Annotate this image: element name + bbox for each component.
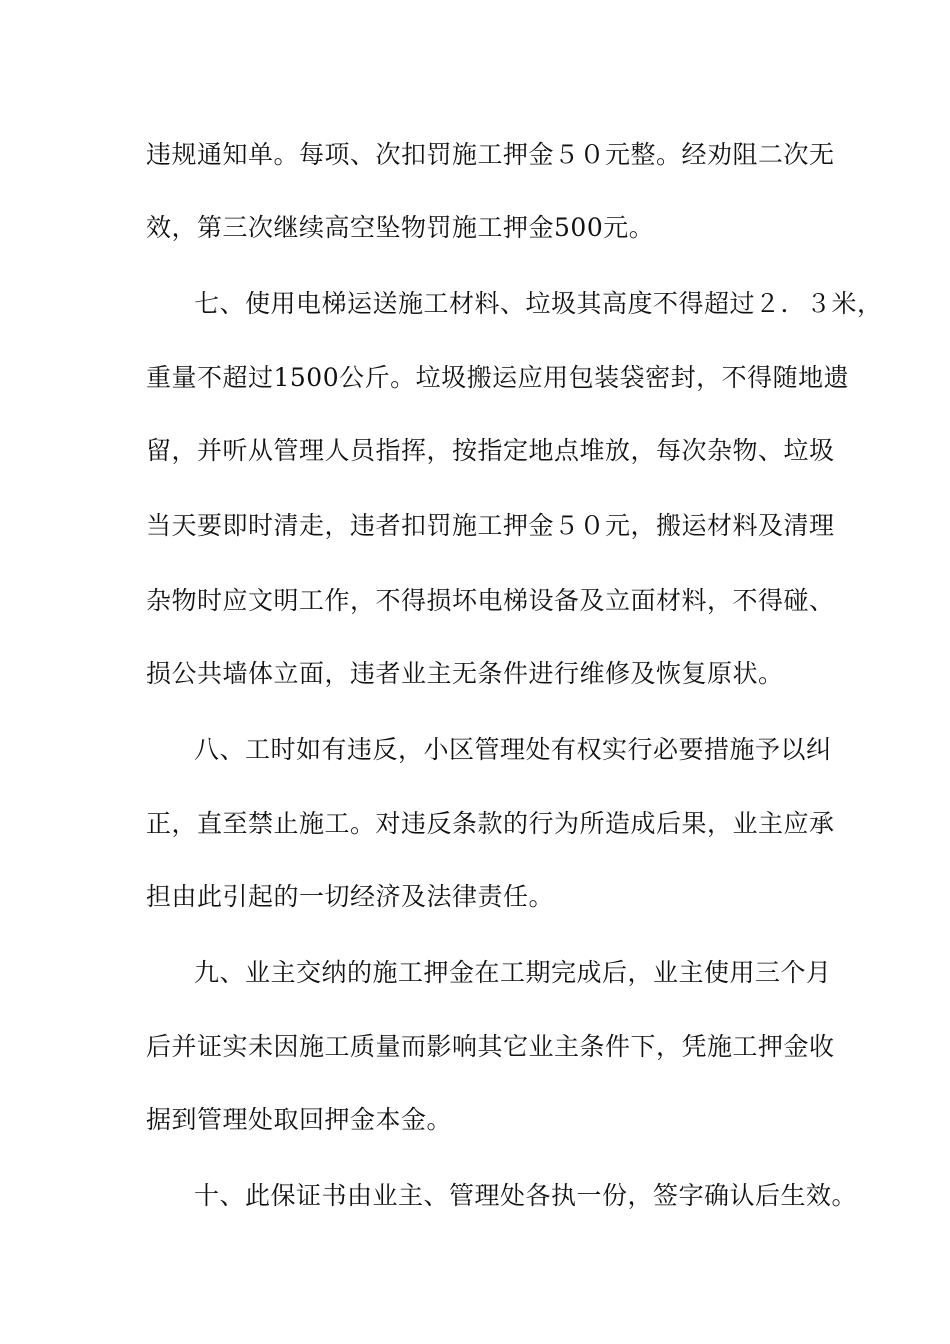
text-line: 重量不超过1500公斤。垃圾搬运应用包装袋密封，不得随地遗: [146, 363, 850, 392]
text-line: 据到管理处取回押金本金。: [146, 1105, 453, 1134]
text-line: 留，并听从管理人员指挥，按指定地点堆放，每次杂物、垃圾: [146, 436, 835, 465]
text-line: 损公共墙体立面，违者业主无条件进行维修及恢复原状。: [146, 659, 784, 688]
text-line: 效，第三次继续高空坠物罚施工押金500元。: [146, 213, 655, 242]
clause-8-start: 八、工时如有违反，小区管理处有权实行必要措施予以纠: [194, 735, 832, 764]
text-line: 担由此引起的一切经济及法律责任。: [146, 882, 555, 911]
text-line: 正，直至禁止施工。对违反条款的行为所造成后果，业主应承: [146, 809, 835, 838]
clause-7-start: 七、使用电梯运送施工材料、垃圾其高度不得超过２．３米，: [194, 289, 883, 318]
text-line: 杂物时应文明工作，不得损坏电梯设备及立面材料，不得碰、: [146, 586, 835, 615]
text-line: 当天要即时清走，违者扣罚施工押金５０元，搬运材料及清理: [146, 511, 835, 540]
clause-9-start: 九、业主交纳的施工押金在工期完成后，业主使用三个月: [194, 958, 832, 987]
text-line: 后并证实未因施工质量而影响其它业主条件下，凭施工押金收: [146, 1032, 835, 1061]
clause-10-start: 十、此保证书由业主、管理处各执一份，签字确认后生效。: [194, 1181, 858, 1210]
text-line: 违规通知单。每项、次扣罚施工押金５０元整。经劝阻二次无: [146, 140, 835, 169]
